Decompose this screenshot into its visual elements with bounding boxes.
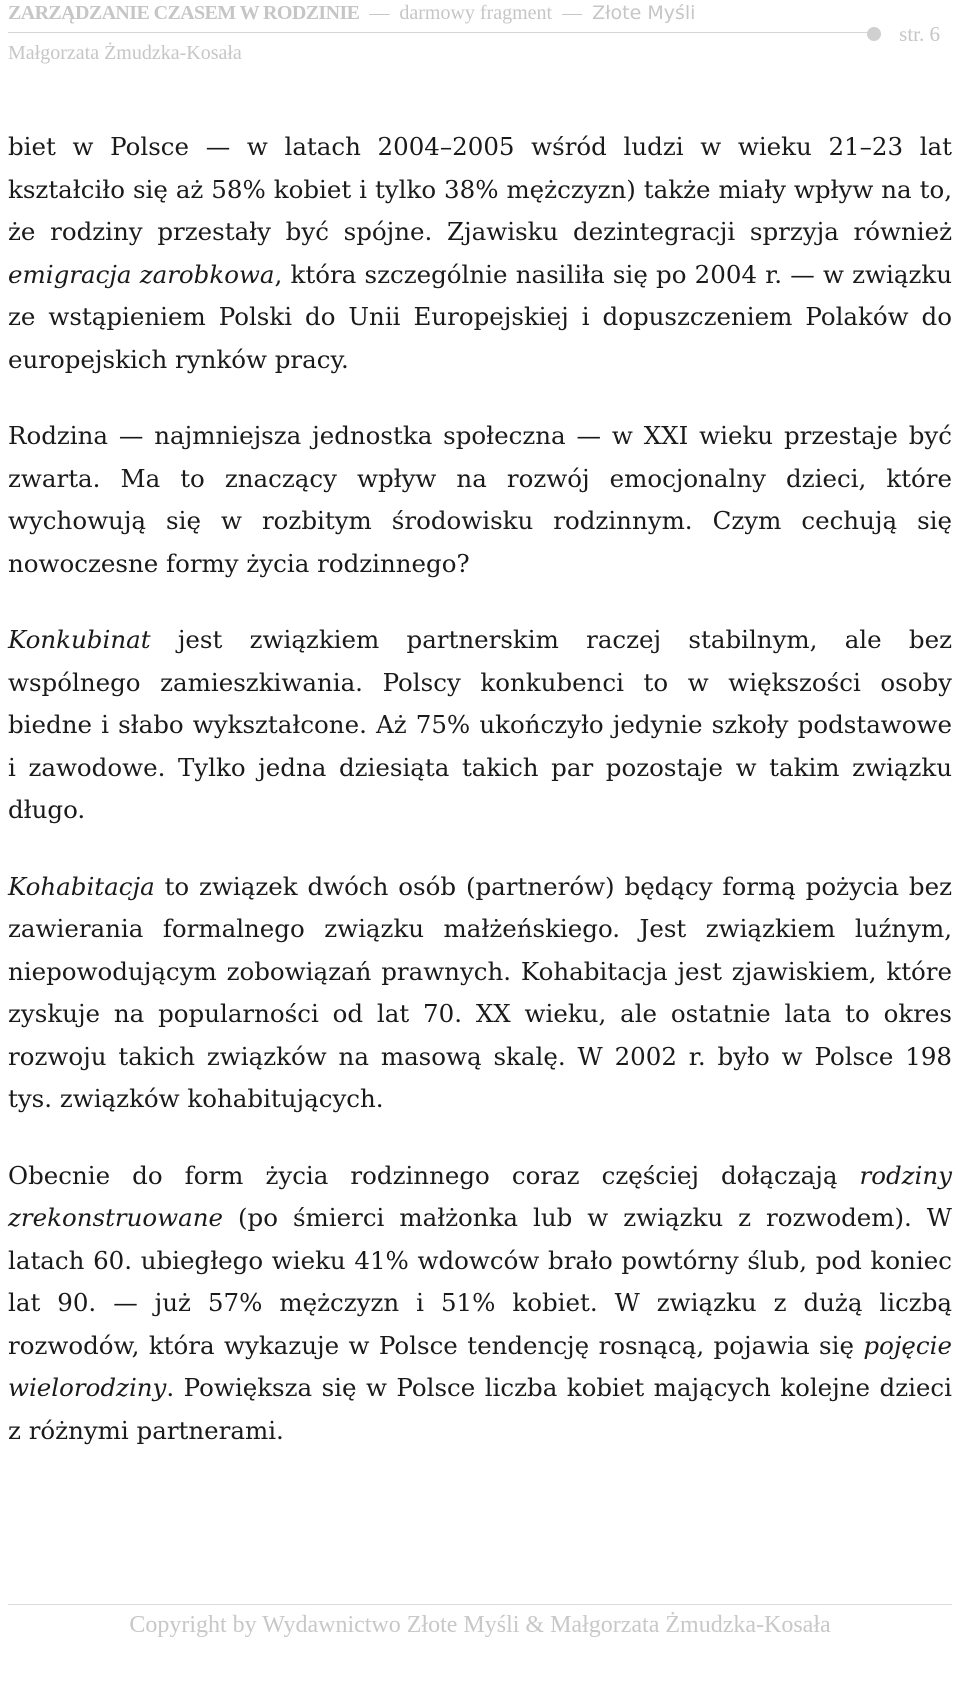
book-title: ZARZĄDZANIE CZASEM W RODZINIE [8,2,360,24]
page-header [8,0,952,80]
copyright-footer: Copyright by Wydawnictwo Złote Myśli & Małgorzata Żmudzka-Kosała [129,1612,831,1638]
paragraph-5-text-mid: (po śmierci małżonka lub w związku z rozwodem). W latach 60. ubiegłego wieku 41% wdowców brało powtórny ślub, pod koniec lat 90. — już 57% mężczyzn i 51% kobiet. W związku z dużą liczbą rozwodów, która wykazuje w Polsce tendencję rosnącą, pojawia się [8,1203,952,1360]
header-rule [8,32,868,33]
header-separator-2: — [562,2,583,24]
term-wielorodziny: pojęcie wielorodziny [8,1330,952,1402]
paragraph-3 [8,619,952,832]
paragraph-1 [8,126,952,381]
header-title-line [8,2,695,25]
paragraph-5 [8,1155,952,1453]
header-subtitle: darmowy fragment [399,2,553,24]
bullet-dot-icon [867,27,881,41]
term-kohabitacja: Kohabitacja [8,871,155,901]
paragraph-2: Rodzina — najmniejsza jednostka społeczna — w XXI wieku przestaje być zwarta. Ma to znaczący wpływ na rozwój emocjonalny dzieci, które wychowują się w rozbitym środowisku rodzinnym. Czym cechują się nowoczesne formy życia rodzinnego? [8,421,952,578]
paragraph-1-text-end: , która szczególnie nasiliła się po 2004 r. — w związku ze wstąpieniem Polski do Unii Europejskiej i dopuszczeniem Polaków do europejskich rynków pracy. [8,259,952,374]
term-rodziny-zrekonstruowane: rodziny zrekonstruowane [8,1160,952,1232]
paragraph-5-text-end: . Powiększa się w Polsce liczba kobiet mających kolejne dzieci z różnymi partnerami. [8,1373,952,1445]
header-separator: — [369,2,390,24]
paragraph-3-text: jest związkiem partnerskim raczej stabilnym, ale bez wspólnego zamieszkiwania. Polscy konkubenci to w większości osoby biedne i słabo wykształcone. Aż 75% ukończyło jedynie szkoły podstawowe i zawodowe. Tylko jedna dziesiąta takich par pozostaje w takim związku długo. [8,625,952,824]
publisher-brand: Złote Myśli [592,2,696,24]
page-number [867,22,940,47]
paragraph-1-text: biet w Polsce — w latach 2004–2005 wśród ludzi w wieku 21–23 lat kształciło się aż 58% kobiet i tylko 38% mężczyzn) także miały wpływ na to, że rodziny przestały być spójne. Zjawisku dezintegracji sprzyja również [8,132,952,246]
header-author: Małgorzata Żmudzka-Kosała [8,42,242,64]
footer-rule [8,1604,952,1605]
page-body [8,126,952,1486]
paragraph-5-text: Obecnie do form życia rodzinnego coraz częściej dołączają [8,1160,860,1190]
term-konkubinat: Konkubinat [8,625,151,654]
page-number-label: str. 6 [899,22,940,46]
paragraph-4-text: to związek dwóch osób (partnerów) będący formą pożycia bez zawierania formalnego związku małżeńskiego. Jest związkiem luźnym, niepowodującym zobowiązań prawnych. Kohabitacja jest zjawiskiem, które zyskuje na popularności od lat 70. XX wieku, ale ostatnie lata to okres rozwoju takich związków na masową skalę. W 2002 r. było w Polsce 198 tys. związków kohabitujących. [8,871,952,1113]
paragraph-4 [8,866,952,1121]
term-emigracja: emigracja zarobkowa [8,259,275,289]
